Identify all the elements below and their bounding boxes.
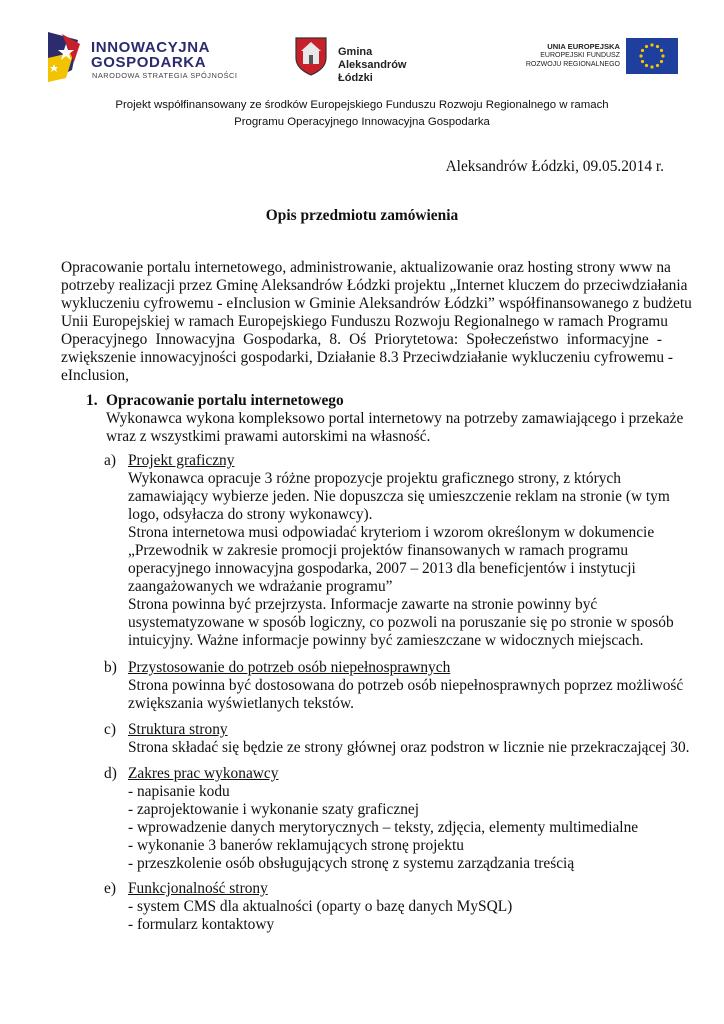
gmina-name (338, 46, 442, 85)
item-d-heading: Zakres prac wykonawcy (128, 765, 279, 782)
cofinancing-note-line2: Programu Operacyjnego Innowacyjna Gospodarka (234, 116, 490, 128)
item-a-line: Strona powinna być przejrzysta. Informacje zawarte na stronie powinny być (128, 596, 598, 613)
item-a-line: zamawiający wybierze jeden. Nie dopuszcza się umieszczenie reklam na stronie (w tym (128, 488, 670, 505)
item-d-line: - przeszkolenie osób obsługujących stronę z systemu zarządzania treścią (128, 855, 575, 872)
item-a-line: Wykonawca opracuje 3 różne propozycje projektu graficznego strony, z których (128, 470, 621, 487)
eu-logo-text (526, 42, 620, 69)
item-a-line: zaangażowanych we wdrażanie programu” (128, 578, 393, 595)
item-d-body (128, 783, 668, 873)
ig-logo-tagline: NARODOWA STRATEGIA SPÓJNOŚCI (92, 71, 238, 80)
item-a-heading: Projekt graficzny (128, 452, 235, 469)
ig-logo-line2: GOSPODARKA (91, 54, 207, 71)
cofinancing-note-line1: Projekt współfinansowany ze środków Europejskiego Funduszu Rozwoju Regionalnego w ramach (115, 99, 609, 111)
item-a-line: operacyjnego innowacyjna gospodarka, 2007 – 2013 dla beneficjentów i instytucji (128, 560, 636, 577)
item-b-line: Strona powinna być dostosowana do potrzeb osób niepełnosprawnych poprzez możliwość (128, 677, 684, 694)
item-e-body (128, 898, 668, 934)
eu-line2: EUROPEJSKI FUNDUSZ (540, 52, 620, 59)
eu-flag-icon (626, 38, 678, 74)
section1-line: wraz z wszystkimi prawami autorskimi na własność. (106, 428, 431, 445)
item-c-line: Strona składać się będzie ze strony głównej oraz podstron w licznie nie przekraczającej 30. (128, 739, 690, 756)
item-a-line: usystematyzowane w sposób logiczny, co pozwoli na poruszanie się po stronie w sposób (128, 614, 674, 631)
item-a-line: intuicyjny. Ważne informacje powinny być zamieszczane w widocznych miejscach. (128, 632, 644, 649)
item-a-line: logo, odsyłacza do strony wykonawcy). (128, 506, 373, 523)
section1-heading: Opracowanie portalu internetowego (106, 392, 344, 409)
intro-line: Unii Europejskiej w ramach Europejskiego Funduszu Rozwoju Regionalnego w ramach Programu (61, 313, 668, 330)
ig-logo-line1: INNOWACYJNA (91, 39, 211, 56)
item-c-heading: Struktura strony (128, 721, 228, 738)
item-e-line: - formularz kontaktowy (128, 916, 275, 933)
intro-line: Opracowanie portalu internetowego, administrowanie, aktualizowanie oraz hosting strony www na (61, 259, 671, 276)
item-d-letter: d) (104, 765, 117, 782)
section1-number: 1. (86, 392, 98, 409)
item-c-letter: c) (104, 721, 116, 738)
intro-line: eInclusion, (61, 367, 129, 384)
item-e-line: - system CMS dla aktualności (oparty o bazę danych MySQL) (128, 898, 513, 915)
item-d-line: - wykonanie 3 banerów reklamujących stronę projektu (128, 837, 464, 854)
coat-of-arms-icon (294, 36, 328, 76)
eu-logo (524, 38, 678, 76)
item-b-heading: Przystosowanie do potrzeb osób niepełnosprawnych (128, 659, 451, 676)
eu-line3: ROZWOJU REGIONALNEGO (525, 61, 620, 68)
item-b-line: zwiększania wyświetlanych tekstów. (128, 695, 354, 712)
intro-line: zwiększenie innowacyjności gospodarki, Działanie 8.3 Przeciwdziałanie wykluczeniu cyfrowemu - (61, 349, 673, 366)
item-d-line: - wprowadzenie danych merytorycznych – teksty, zdjęcia, elementy multimedialne (128, 819, 639, 836)
item-e-letter: e) (104, 880, 116, 897)
item-e-heading: Funkcjonalność strony (128, 880, 268, 897)
document-date: Aleksandrów Łódzki, 09.05.2014 r. (445, 158, 664, 175)
intro-paragraph (61, 259, 692, 385)
item-b-body (128, 677, 684, 713)
item-a-letter: a) (104, 452, 116, 469)
item-c-body (128, 739, 690, 757)
item-a-line: „Przewodnik w zakresie promocji projektów finansowanych w ramach programu (128, 542, 629, 559)
item-d-line: - napisanie kodu (128, 783, 230, 800)
gmina-line2: Aleksandrów Łódzki (338, 59, 407, 84)
intro-line: wykluczeniu cyfrowemu - eInclusion w Gminie Aleksandrów Łódzki” współfinansowanego z budżetu (61, 295, 692, 312)
gmina-logo (292, 36, 442, 84)
item-a-line: Strona internetowa musi odpowiadać kryteriom i wzorom określonym w dokumencie (128, 524, 655, 541)
gmina-line1: Gmina (338, 46, 373, 58)
eu-line1: UNIA EUROPEJSKA (547, 42, 620, 51)
item-a-body (128, 470, 674, 650)
intro-line: Operacyjnego Innowacyjna Gospodarka, 8. Oś Priorytetowa: Społeczeństwo informacyjne - (61, 331, 662, 348)
section1-body (106, 410, 684, 446)
innowacyjna-gospodarka-logo (44, 30, 244, 84)
ig-emblem-icon (44, 30, 88, 84)
item-d-line: - zaprojektowanie i wykonanie szaty graficznej (128, 801, 420, 818)
section1-line: Wykonawca wykona kompleksowo portal internetowy na potrzeby zamawiającego i przekaże (106, 410, 684, 427)
intro-line: potrzeby realizacji przez Gminę Aleksandrów Łódzki projektu „Internet kluczem do przeciwdziałania (61, 277, 688, 294)
document-title: Opis przedmiotu zamówienia (265, 207, 459, 224)
item-b-letter: b) (104, 659, 117, 676)
